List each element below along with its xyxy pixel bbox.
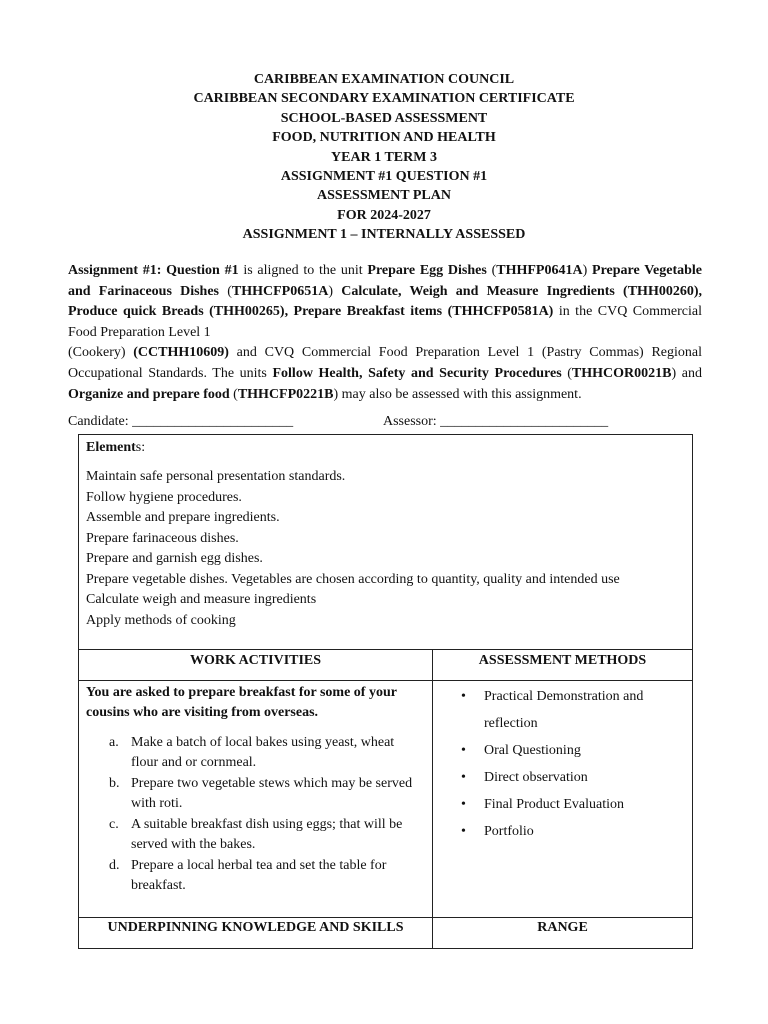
- method-text: Final Product Evaluation: [484, 797, 624, 812]
- assessment-methods-header: ASSESSMENT METHODS: [433, 650, 693, 681]
- intro-text: ): [582, 263, 593, 278]
- header-line: CARIBBEAN SECONDARY EXAMINATION CERTIFICATE: [193, 91, 575, 107]
- assessor-field[interactable]: Assessor: ________________________: [383, 414, 609, 429]
- intro-text: is aligned to the unit: [238, 263, 368, 278]
- work-item-text: Prepare a local herbal tea and set the table for breakfast.: [131, 857, 387, 894]
- work-item-text: A suitable breakfast dish using eggs; that will be served with the bakes.: [131, 816, 403, 853]
- document-header: [0, 70, 768, 245]
- intro-bold: Calculate, Weigh and Measure Ingredients (THH00260), Produce quick Breads (THH00265), Prepare Breakfast items (THHCFP0581A): [68, 283, 703, 320]
- intro-bold: THHCFP0221B: [237, 386, 334, 402]
- intro-bold: Prepare Egg Dishes: [367, 263, 487, 278]
- work-activities-header: WORK ACTIVITIES: [79, 650, 433, 681]
- header-line: YEAR 1 TERM 3: [331, 149, 437, 165]
- method-item: [437, 764, 688, 791]
- work-item-text: Prepare two vegetable stews which may be served with roti.: [131, 775, 413, 812]
- activities-row: [79, 681, 693, 918]
- bullet-icon: •: [461, 824, 466, 839]
- method-item: [437, 791, 688, 818]
- intro-text: and CVQ Commercial Food Preparation Level 1 (Pastry Commas) Regional Occupational Standards. The units: [68, 345, 702, 381]
- method-text: Portfolio: [484, 824, 534, 839]
- element-item: Apply methods of cooking: [86, 612, 236, 628]
- work-item: [86, 815, 424, 856]
- method-item: [437, 683, 688, 737]
- bullet-icon: •: [461, 743, 466, 758]
- intro-para-2: [68, 343, 702, 405]
- work-item: [86, 733, 424, 774]
- work-item: [86, 856, 424, 897]
- intro-text: (: [219, 283, 232, 299]
- work-item-label: d.: [109, 857, 120, 873]
- candidate-assessor-line: [68, 414, 708, 430]
- bullet-icon: •: [461, 797, 466, 812]
- bullet-icon: •: [461, 770, 466, 785]
- element-item: Assemble and prepare ingredients.: [86, 510, 280, 525]
- bottom-header-row: [79, 918, 693, 949]
- elements-cell: [79, 435, 693, 650]
- intro-bold: THHCFP0651A: [231, 283, 329, 299]
- range-header: RANGE: [433, 918, 693, 949]
- intro-paragraph: [68, 261, 702, 405]
- intro-bold: THHFP0641A: [496, 263, 583, 278]
- intro-text: in the CVQ Commercial Food Preparation Level 1: [68, 304, 702, 340]
- work-list: [86, 733, 424, 897]
- intro-bold: Prepare Vegetable and Farinaceous Dishes: [68, 263, 703, 299]
- intro-text: (: [229, 386, 238, 402]
- candidate-field[interactable]: Candidate: _______________________: [68, 414, 294, 429]
- header-line: FOR 2024-2027: [337, 207, 431, 223]
- work-intro: You are asked to prepare breakfast for some of your cousins who are visiting from overseas.: [86, 685, 397, 721]
- bullet-icon: •: [461, 689, 466, 704]
- elements-row: [79, 435, 693, 650]
- work-item-label: b.: [109, 775, 120, 791]
- intro-text: (Cookery): [68, 345, 134, 361]
- element-item: Prepare farinaceous dishes.: [86, 530, 239, 546]
- element-item: Follow hygiene procedures.: [86, 489, 242, 505]
- elements-title-bold: Element: [86, 440, 136, 455]
- intro-text: ) and: [671, 365, 702, 381]
- intro-text: ): [328, 283, 342, 299]
- elements-title: [86, 438, 685, 458]
- method-text: Oral Questioning: [484, 743, 581, 758]
- element-item: Maintain safe personal presentation standards.: [86, 469, 346, 484]
- element-item: Calculate weigh and measure ingredients: [86, 592, 317, 607]
- intro-para-1: [68, 261, 702, 343]
- header-line: FOOD, NUTRITION AND HEALTH: [272, 130, 496, 146]
- table-header-row: [79, 650, 693, 681]
- intro-text: (: [486, 263, 497, 278]
- work-activities-cell: [79, 681, 433, 918]
- intro-text: (: [561, 365, 572, 381]
- assessment-methods-cell: [433, 681, 693, 918]
- work-item: [86, 774, 424, 815]
- work-item-text: Make a batch of local bakes using yeast, wheat flour and or cornmeal.: [131, 734, 395, 771]
- work-item-label: a.: [109, 734, 119, 750]
- work-item-label: c.: [109, 816, 119, 832]
- intro-bold: (CCTHH10609): [133, 345, 229, 361]
- underpinning-knowledge-header: UNDERPINNING KNOWLEDGE AND SKILLS: [79, 918, 433, 949]
- intro-bold: THHCOR0021B: [571, 365, 672, 381]
- intro-bold: Assignment #1: Question #1: [68, 263, 239, 278]
- element-item: Prepare vegetable dishes. Vegetables are chosen according to quantity, quality and intended use: [86, 571, 620, 587]
- method-item: [437, 737, 688, 764]
- intro-bold: Organize and prepare food: [68, 386, 230, 402]
- methods-list: [437, 683, 688, 845]
- element-item: Prepare and garnish egg dishes.: [86, 551, 263, 566]
- method-item: [437, 818, 688, 845]
- method-text: Direct observation: [484, 770, 588, 785]
- intro-bold: Follow Health, Safety and Security Procedures: [272, 365, 562, 381]
- header-line: ASSIGNMENT 1 – INTERNALLY ASSESSED: [242, 227, 526, 243]
- header-line: ASSESSMENT PLAN: [317, 188, 451, 204]
- header-line: ASSIGNMENT #1 QUESTION #1: [280, 169, 488, 185]
- elements-title-suffix: s:: [135, 440, 146, 455]
- header-line: CARIBBEAN EXAMINATION COUNCIL: [253, 72, 515, 87]
- header-line: SCHOOL-BASED ASSESSMENT: [280, 110, 488, 126]
- intro-text: ) may also be assessed with this assignment.: [333, 386, 582, 402]
- assessment-table: [78, 434, 693, 949]
- method-text: Practical Demonstration and reflection: [484, 689, 644, 731]
